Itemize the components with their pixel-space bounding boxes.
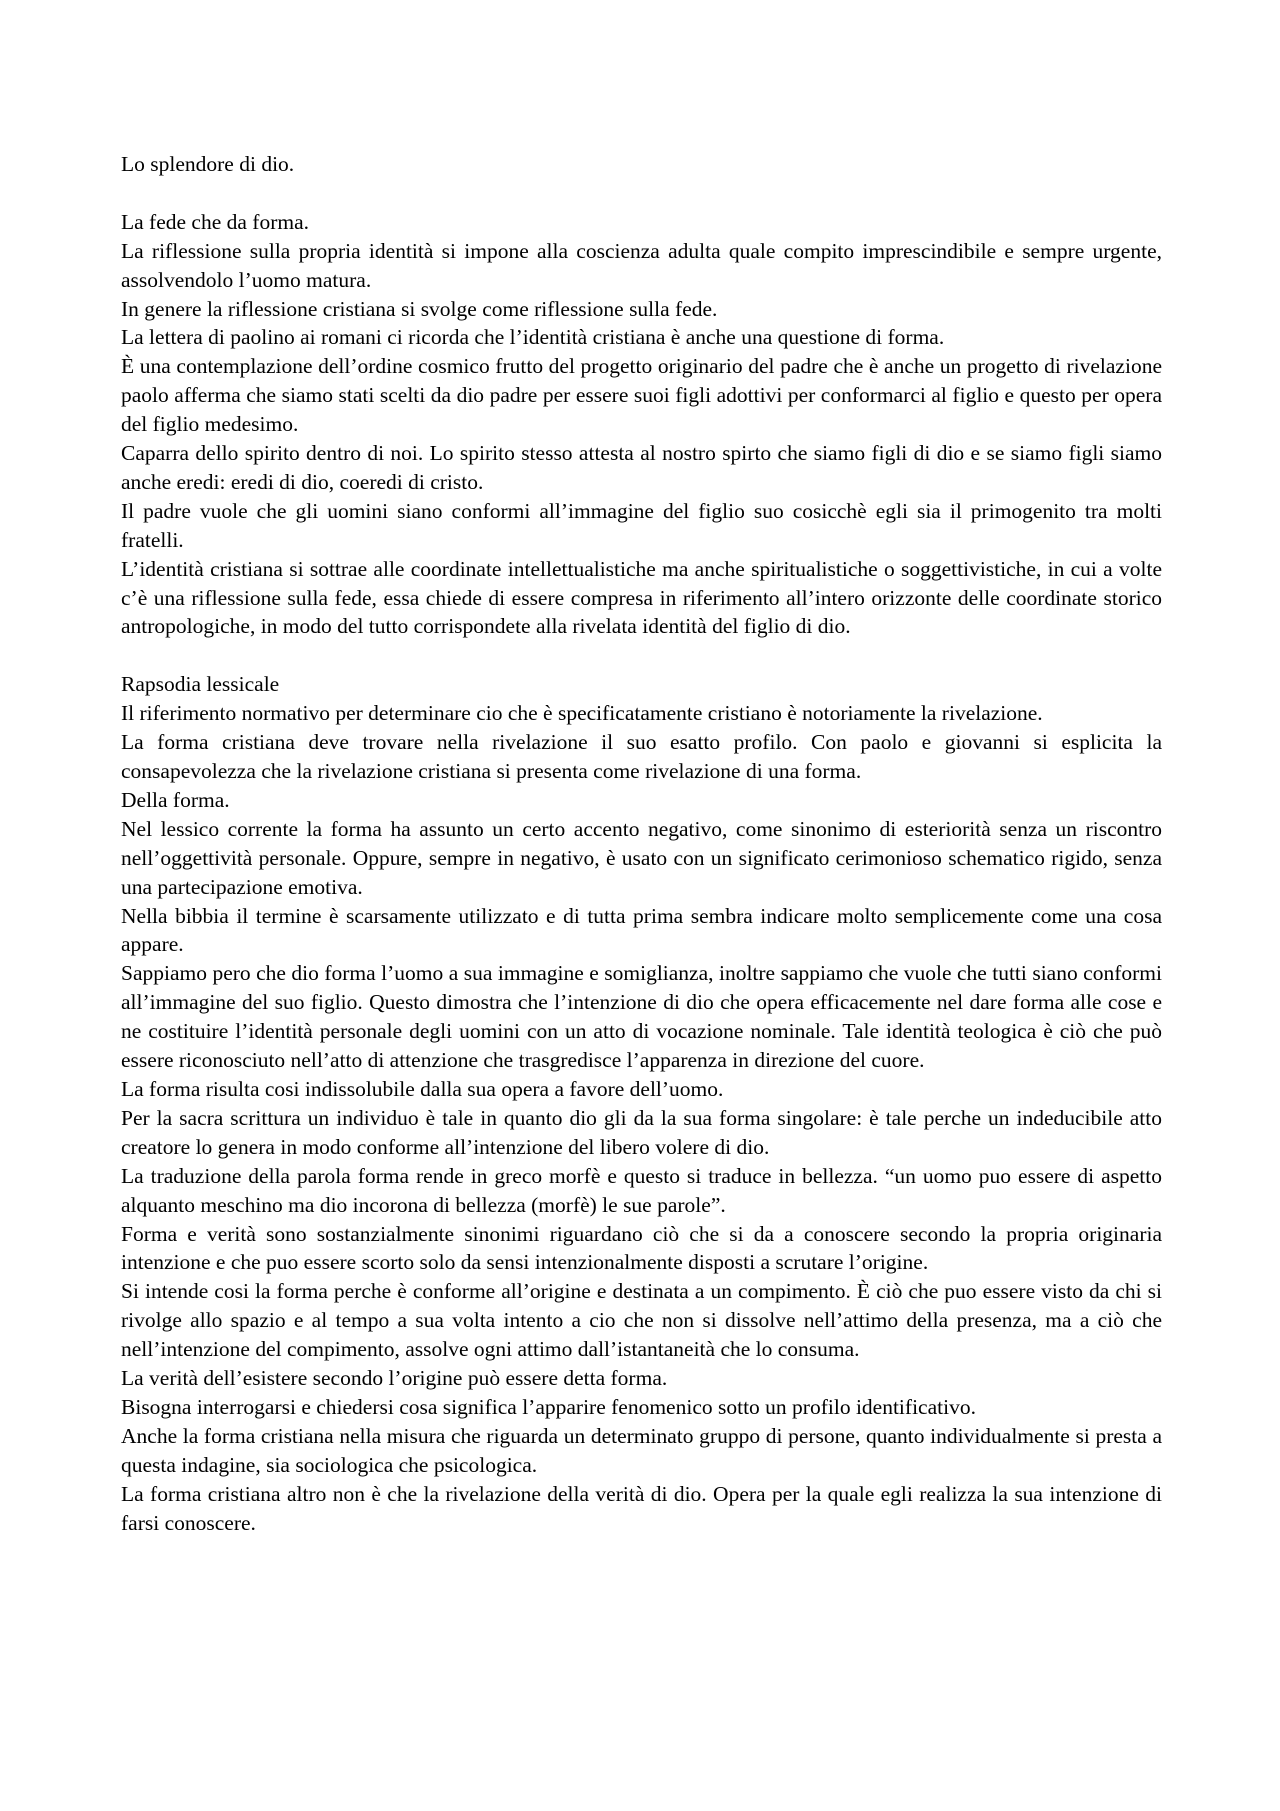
paragraph: Caparra dello spirito dentro di noi. Lo spirito stesso attesta al nostro spirto che siamo figli di dio e se siamo figli siamo anche eredi: eredi di dio, coeredi di cristo. <box>121 441 1162 494</box>
subheading-della-forma: Della forma. <box>121 787 230 812</box>
paragraph: In genere la riflessione cristiana si svolge come riflessione sulla fede. <box>121 296 718 321</box>
paragraph: Per la sacra scrittura un individuo è tale in quanto dio gli da la sua forma singolare: è tale perche un indeducibile atto creatore lo genera in modo conforme all’intenzione del libero volere di dio. <box>121 1105 1162 1159</box>
paragraph: La traduzione della parola forma rende in greco morfè e questo si traduce in bellezza. “un uomo puo essere di aspetto alquanto meschino ma dio incorona di bellezza (morfè) le sue parole”. <box>121 1163 1162 1217</box>
paragraph: La forma risulta cosi indissolubile dalla sua opera a favore dell’uomo. <box>121 1076 724 1101</box>
document-page <box>121 150 1162 1537</box>
paragraph: È una contemplazione dell’ordine cosmico frutto del progetto originario del padre che è anche un progetto di rivelazione paolo afferma che siamo stati scelti da dio padre per essere suoi figli adottivi per conformarci al figlio e questo per opera del figlio medesimo. <box>121 354 1162 437</box>
paragraph: Anche la forma cristiana nella misura che riguarda un determinato gruppo di persone, quanto individualmente si presta a questa indagine, sia sociologica che psicologica. <box>121 1423 1162 1477</box>
document-title: Lo splendore di dio. <box>121 152 295 176</box>
paragraph: La verità dell’esistere secondo l’origine può essere detta forma. <box>121 1366 668 1391</box>
paragraph: Sappiamo pero che dio forma l’uomo a sua immagine e somiglianza, inoltre sappiamo che vuole che tutti siano conformi all’immagine del suo figlio. Questo dimostra che l’intenzione di dio che opera efficacemente nel dare forma alle cose e ne costituire l’identità personale degli uomini con un atto di vocazione nominale. Tale identità teologica è ciò che può essere riconosciuto nell’atto di attenzione che trasgredisce l’apparenza in direzione del cuore. <box>121 961 1162 1073</box>
paragraph: Forma e verità sono sostanzialmente sinonimi riguardano ciò che si da a conoscere secondo la propria originaria intenzione e che puo essere scorto solo da sensi intenzionalmente disposti a scrutare l’origine. <box>121 1221 1162 1275</box>
paragraph: L’identità cristiana si sottrae alle coordinate intellettualistiche ma anche spiritualistiche o soggettivistiche, in cui a volte c’è una riflessione sulla fede, essa chiede di essere compresa in riferimento all’intero orizzonte delle coordinate storico antropologiche, in modo del tutto corrispondete alla rivelata identità del figlio di dio. <box>121 556 1162 639</box>
paragraph: Nel lessico corrente la forma ha assunto un certo accento negativo, come sinonimo di esteriorità senza un riscontro nell’oggettività personale. Oppure, sempre in negativo, è usato con un significato cerimonioso schematico rigido, senza una partecipazione emotiva. <box>121 816 1162 899</box>
paragraph: Il riferimento normativo per determinare cio che è specificatamente cristiano è notoriamente la rivelazione. <box>121 701 1043 726</box>
paragraph: La lettera di paolino ai romani ci ricorda che l’identità cristiana è anche una questione di forma. <box>121 325 945 350</box>
paragraph: La forma cristiana deve trovare nella rivelazione il suo esatto profilo. Con paolo e giovanni si esplicita la consapevolezza che la rivelazione cristiana si presenta come rivelazione di una forma. <box>121 730 1162 783</box>
paragraph: Il padre vuole che gli uomini siano conformi all’immagine del figlio suo cosicchè egli sia il primogenito tra molti fratelli. <box>121 498 1162 552</box>
section-heading-rapsodia: Rapsodia lessicale <box>121 672 280 697</box>
blank-line <box>121 641 1162 670</box>
paragraph: Si intende cosi la forma perche è conforme all’origine e destinata a un compimento. È ciò che puo essere visto da chi si rivolge allo spazio e al tempo a sua volta intento a cio che non si dissolve nell’attimo della presenza, ma a ciò che nell’intenzione del compimento, assolve ogni attimo dall’istantaneità che lo consuma. <box>121 1279 1162 1362</box>
paragraph: La riflessione sulla propria identità si impone alla coscienza adulta quale compito imprescindibile e sempre urgente, assolvendolo l’uomo matura. <box>121 238 1162 292</box>
paragraph: Bisogna interrogarsi e chiedersi cosa significa l’apparire fenomenico sotto un profilo identificativo. <box>121 1394 976 1419</box>
blank-line <box>121 179 1162 208</box>
paragraph: Nella bibbia il termine è scarsamente utilizzato e di tutta prima sembra indicare molto semplicemente come una cosa appare. <box>121 903 1162 957</box>
section-heading-fede: La fede che da forma. <box>121 209 310 234</box>
paragraph: La forma cristiana altro non è che la rivelazione della verità di dio. Opera per la quale egli realizza la sua intenzione di farsi conoscere. <box>121 1481 1162 1535</box>
